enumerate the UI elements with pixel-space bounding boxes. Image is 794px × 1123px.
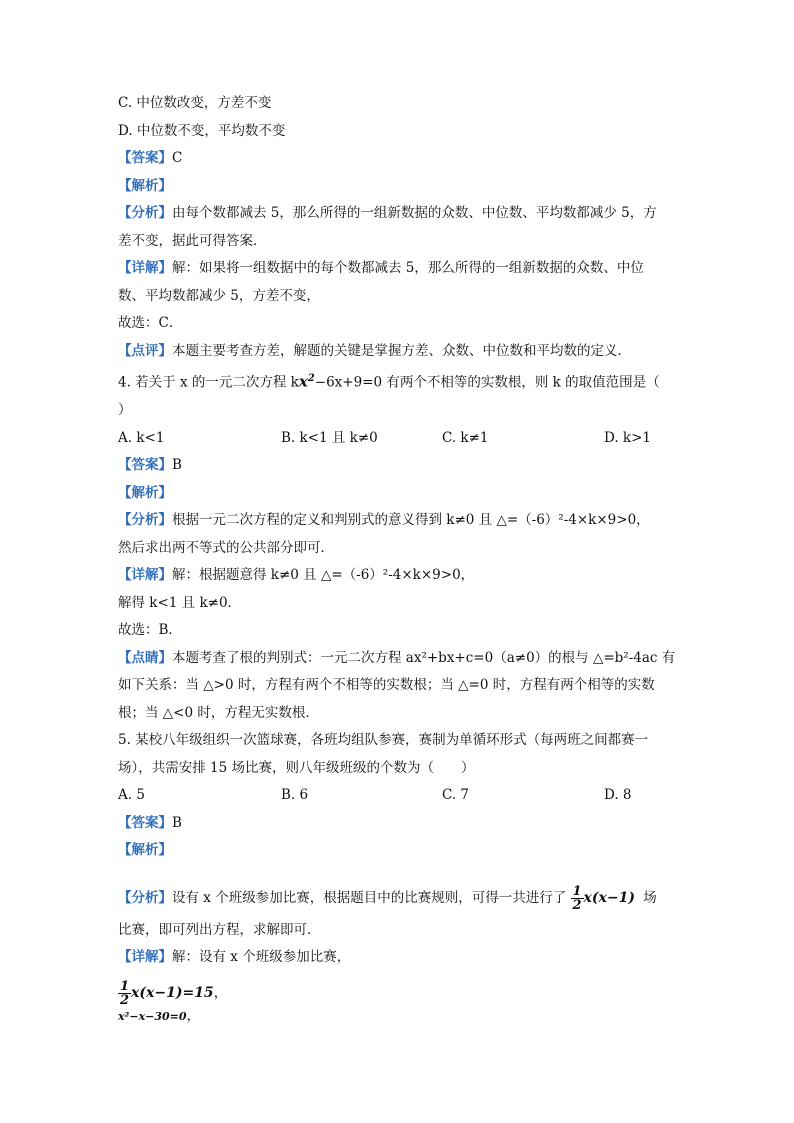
q3-answer-line [118,145,678,173]
q4-exponent: 2 [307,373,315,384]
answer-tag: 【答案】 [118,150,172,166]
q3-xiangjie-line-2: 数、平均数都减少 5，方差不变， [118,287,320,304]
fraction-half [571,885,584,912]
q4-option-c: C. k≠1 [442,429,489,446]
q5-fenxi-line-1 [118,879,678,917]
q3-option-c: C. 中位数改变，方差不变 [118,95,272,111]
q4-option-d: D. k>1 [604,429,652,446]
q4-choose: 故选：B． [118,622,182,638]
q4-fenxi-line-1 [118,507,678,535]
equation-denominator: 2 [120,992,130,1008]
xiangjie-text: 解：设有 x 个班级参加比赛， [172,949,351,965]
document-page [118,90,678,1026]
answer-value: B [172,457,182,473]
dianjing-text: 本题考查了根的判别式：一元二次方程 ax²+bx+c=0（a≠0）的根与 △=b²-4ac 有 [172,649,676,666]
analysis-tag: 【解析】 [118,177,172,194]
q4-option-a: A. k<1 [118,429,165,446]
xiangjie-text: 解：根据题意得 k≠0 且 △=（-6）²-4×k×9>0， [172,567,475,583]
q4-stem-a: 4. 若关于 x 的一元二次方程 k [118,374,299,391]
q3-analysis-line [118,173,678,201]
q5-option-b: B. 6 [281,787,309,803]
fraction-denominator: 2 [572,897,582,913]
q4-solve: 解得 k<1 且 k≠0． [118,594,242,611]
dianping-tag: 【点评】 [118,342,172,359]
answer-tag: 【答案】 [118,457,172,473]
q3-fenxi-line-1 [118,200,678,228]
q5-xiangjie-line-1 [118,944,678,972]
fraction-numerator: 1 [572,883,582,899]
fenxi-end: 场 [643,889,657,906]
xiangjie-text: 解：如果将一组数据中的每个数都减去 5，那么所得的一组新数据的众数、中位 [172,260,644,276]
q3-fenxi-line-2: 差不变，据此可得答案． [118,232,267,249]
equation-tail: ， [213,984,228,1001]
q5-options [118,782,678,810]
q5-option-c: C. 7 [442,787,470,803]
fenxi-text: 设有 x 个班级参加比赛，根据题目中的比赛规则，可得一共进行了 [172,889,567,906]
xiangjie-tag: 【详解】 [118,949,172,965]
fenxi-tag: 【分析】 [118,512,172,528]
q4-analysis-line [118,480,678,508]
q4-fenxi-line-2: 然后求出两不等式的公共部分即可． [118,539,334,556]
q4-x: x [298,372,308,391]
q3-xiangjie-line-1 [118,255,678,283]
q3-choose: 故选：C． [118,315,183,331]
analysis-tag: 【解析】 [118,842,172,858]
fenxi-text: 由每个数都减去 5，那么所得的一组新数据的众数、中位数、平均数都减少 5，方 [172,205,657,221]
equation-tail: ， [186,1007,201,1024]
dianping-text: 本题主要考查方差，解题的关键是掌握方差、众数、中位数和平均数的定义． [172,342,631,359]
answer-tag: 【答案】 [118,814,172,831]
fenxi-text: 根据一元二次方程的定义和判别式的意义得到 k≠0 且 △=（-6）²-4×k×9>0， [172,512,650,528]
q5-stem-line-2: 场），共需安排 15 场比赛，则八年级班级的个数为（ ） [118,759,475,776]
q5-stem-line-1: 5. 某校八年级组织一次篮球赛，各班均组队参赛，赛制为单循环形式（每两班之间都赛一 [118,732,649,748]
q5-answer-line [118,810,678,838]
q4-xiangjie-line-1 [118,562,678,590]
equation-quadratic: x²−x−30=0 [118,1009,187,1023]
q4-dianjing-line-1 [118,645,678,673]
q5-fenxi-line-2: 比赛，即可列出方程，求解即可． [118,921,321,938]
q5-equation-1 [118,980,678,1007]
q4-answer-line [118,452,678,480]
equation-fraction [118,980,131,1007]
q4-options [118,425,678,453]
q4-stem-line-2: ） [118,402,132,418]
analysis-tag: 【解析】 [118,484,172,501]
answer-value: C [172,150,183,166]
q4-stem-line-1 [118,365,678,397]
equation-numerator: 1 [120,978,130,994]
q5-analysis-line [118,837,678,865]
fenxi-tag: 【分析】 [118,205,172,221]
dianjing-tag: 【点睛】 [118,649,172,666]
xiangjie-tag: 【详解】 [118,567,172,583]
q4-dianjing-line-3: 根；当 △<0 时，方程无实数根． [118,704,319,721]
equation-expression: x(x−1)=15 [131,984,214,1001]
q5-equation-2 [118,1007,678,1026]
xiangjie-tag: 【详解】 [118,260,172,276]
fenxi-tag: 【分析】 [118,889,172,906]
q5-option-a: A. 5 [118,787,145,803]
q4-dianjing-line-2: 如下关系：当 △>0 时，方程有两个不相等的实数根；当 △=0 时，方程有两个相等的实数 [118,677,655,693]
q3-option-d: D. 中位数不变，平均数不变 [118,122,286,139]
fraction-expression: x(x−1) [583,889,635,906]
q4-option-b: B. k<1 且 k≠0 [281,429,378,446]
q3-dianping-line [118,338,678,366]
q5-option-d: D. 8 [604,787,632,803]
q4-stem-b: −6x+9=0 有两个不相等的实数根，则 k 的取值范围是（ [314,374,660,391]
answer-value: B [172,814,182,831]
